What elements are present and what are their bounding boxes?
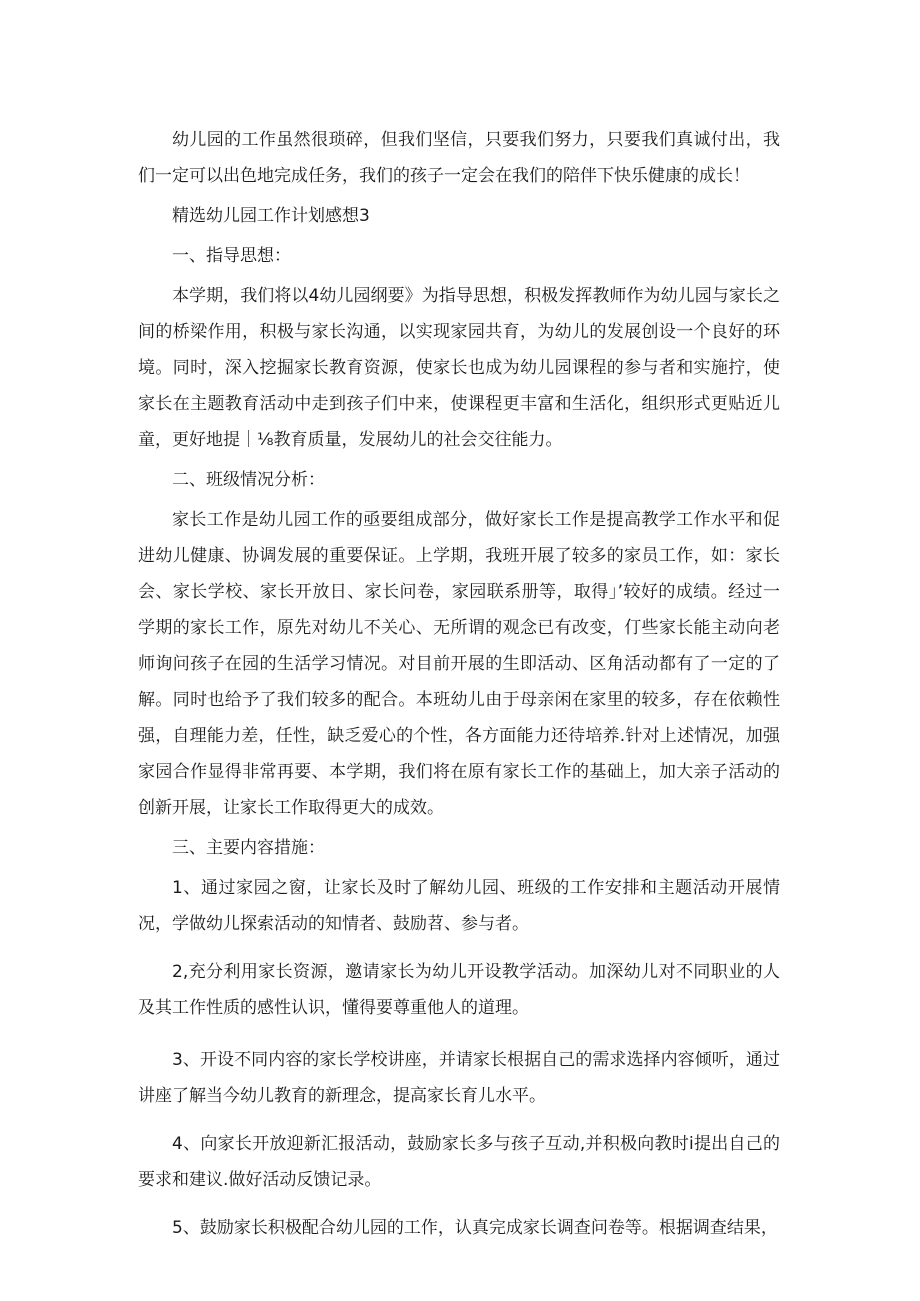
measure-item-3: 3、开设不同内容的家长学校讲座，并请家长根据自己的需求选择内容倾听，通过讲座了解当今幼儿教育的新理念，提高家长育儿水平。 <box>138 1050 780 1106</box>
measure-item-1: 1、通过家园之窗，让家长及时了解幼儿园、班级的工作安排和主题活动开展情况，学做幼儿探索活动的知情者、鼓励苕、参与者。 <box>138 878 780 934</box>
measure-item-5: 5、鼓励家长积极配合幼儿园的工作，认真完成家长调查问卷等。根据调查结果， <box>172 1218 778 1238</box>
document-body <box>138 122 780 1246</box>
paragraph-guiding-ideology: 本学期，我们将以4幼儿园纲要》为指导思想，积极发挥教师作为幼儿园与家长之间的桥梁作用，积极与家长沟通，以实现家园共育，为幼儿的发展创设一个良好的环境。同时，深入挖掘家长教育资源，使家长也成为幼儿园课程的参与者和实施拧，使家长在主题教育活动中走到孩子们中来，使课程更丰富和生活化，组织形式更贴近儿童，更好地提｜⅛教育质量，发展幼儿的社会交往能力。 <box>138 286 780 450</box>
measure-item-4: 4、向家长开放迎新汇报活动，鼓励家长多与孩子互动,并积极向教时i提出自己的要求和建议.做好活动反馈记录。 <box>138 1134 780 1190</box>
heading-guiding-ideology: 一、指导思想： <box>172 246 291 266</box>
paragraph-class-analysis: 家长工作是幼儿园工作的亟要组成部分，做好家长工作是提高教学工作水平和促进幼儿健康、协调发展的重要保证。上学期，我班开展了较多的家员工作，如：家长会、家长学校、家长开放日、家长问卷，家园联系册等，取得」’较好的成绩。经过一学期的家长工作，原先对幼儿不关心、无所谓的观念已有改变，仃些家长能主动向老师询问孩子在园的生活学习情况。对目前开展的生即活动、区角活动都有了一定的了解。同时也给予了我们较多的配合。本班幼儿由于母亲闲在家里的较多，存在依赖性强，自理能力差，任性，缺乏爱心的个性，各方面能力还待培养.针对上述情况，加强家园合作显得非常再要、本学期，我们将在原有家长工作的基础上，加大亲子活动的创新开展，让家长工作取得更大的成效。 <box>138 510 780 818</box>
section-title: 精选幼儿园工作计划感想3 <box>172 206 370 226</box>
paragraph-closing: 幼儿园的工作虽然很琐碎，但我们坚信，只要我们努力，只要我们真诚付出，我们一定可以出色地完成任务，我们的孩子一定会在我们的陪伴下快乐健康的成长！ <box>138 130 780 186</box>
measure-item-2: 2,充分利用家长资源，邀请家长为幼儿开设教学活动。加深幼儿对不同职业的人及其工作性质的感性认识，懂得要尊重他人的道理。 <box>138 962 780 1018</box>
heading-main-measures: 三、主要内容措施： <box>172 838 325 858</box>
heading-class-analysis: 二、班级情况分析： <box>172 470 325 490</box>
